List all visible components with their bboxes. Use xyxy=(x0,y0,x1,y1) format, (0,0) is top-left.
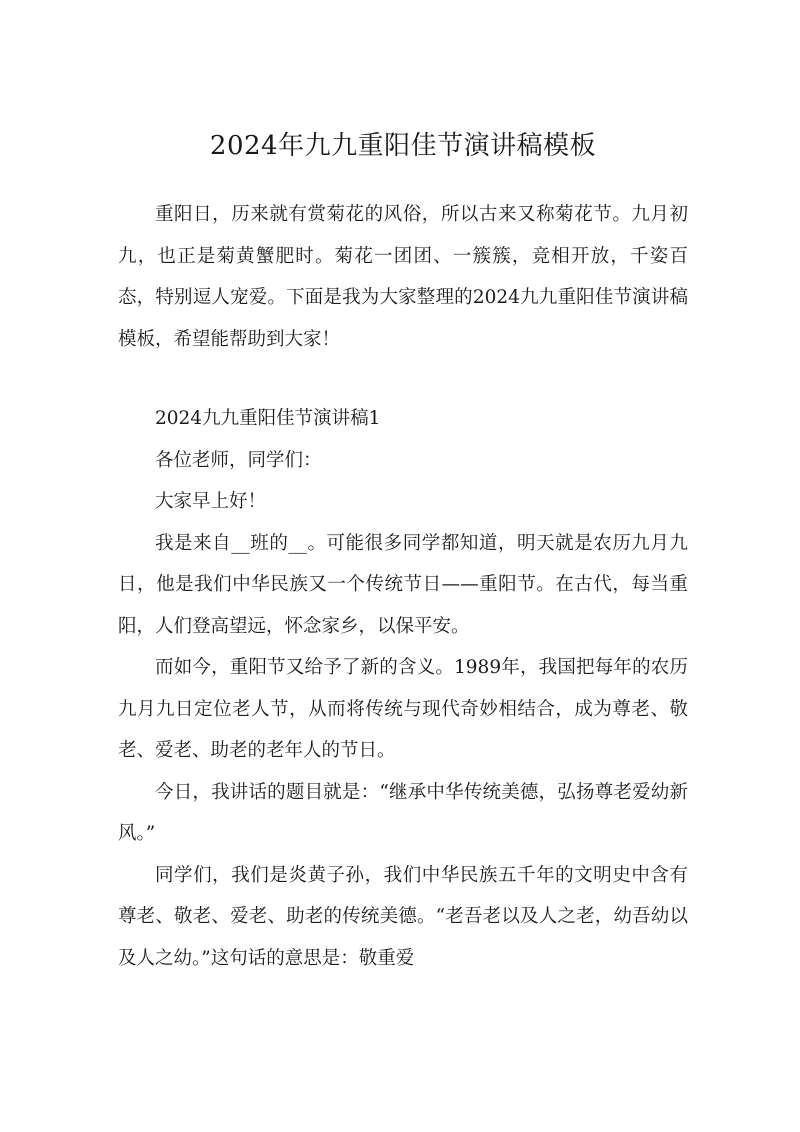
greeting: 大家早上好！ xyxy=(155,491,267,512)
document-title: 2024年九九重阳佳节演讲稿模板 xyxy=(209,131,597,161)
section-gap xyxy=(118,360,688,398)
salutation: 各位老师，同学们： xyxy=(155,449,322,471)
body-paragraph-2: 而如今，重阳节又给予了新的含义。1989年，我国把每年的农历九月九日定位老人节，从而将传统与现代奇妙相结合，成为尊老、敬老、爱老、助老的老年人的节日。 xyxy=(118,657,688,761)
intro-paragraph: 重阳日，历来就有赏菊花的风俗，所以古来又称菊花节。九月初九，也正是菊黄蟹肥时。菊花一团团、一簇簇，竞相开放，千姿百态，特别逗人宠爱。下面是我为大家整理的2024九九重阳佳节演讲稿模板，希望能帮助到大家！ xyxy=(118,204,688,350)
section-heading: 2024九九重阳佳节演讲稿1 xyxy=(155,408,381,429)
body-paragraph-4: 同学们，我们是炎黄子孙，我们中华民族五千年的文明史中含有尊老、敬老、爱老、助老的传统美德。“老吾老以及人之老，幼吾幼以及人之幼。”这句话的意思是：敬重爱 xyxy=(118,864,688,969)
body-paragraph-1: 我是来自__班的__。可能很多同学都知道，明天就是农历九月九日，他是我们中华民族又一个传统节日——重阳节。在古代，每当重阳，人们登高望远，怀念家乡，以保平安。 xyxy=(118,532,688,637)
document-page xyxy=(118,126,688,979)
body-paragraph-3: 今日，我讲话的题目就是：“继承中华传统美德，弘扬尊老爱幼新风。” xyxy=(118,781,688,844)
